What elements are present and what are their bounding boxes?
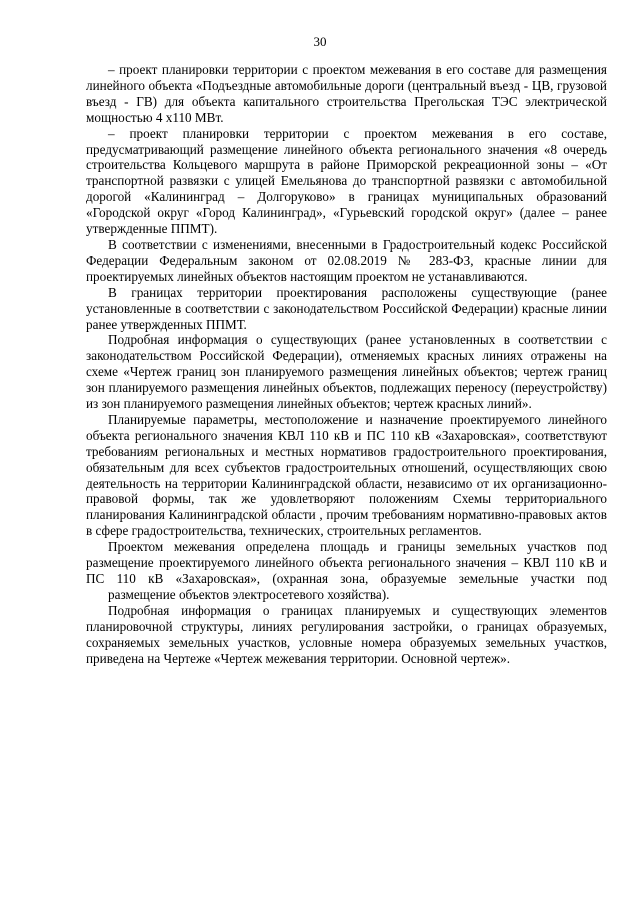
paragraph-planned-parameters: Планируемые параметры, местоположение и назначение проектируемого линейного объекта регионального значения КВЛ 110 кВ и ПС 110 кВ «Захаровская», соответствуют требованиям региональных и местных нормативов градостроительного проектирования, обязательным для всех субъектов градостроительных отношений, осуществляющих свою деятельность на территории Калининградской области, независимо от их организационно-правовой формы, так же удовлетворяют положениям Схемы территориального планирования Калининградской области , прочим требованиям нормативно-правовых актов в сфере градостроительства, технических, строительных регламентов.: [86, 411, 607, 539]
paragraph-land-survey: Проектом межевания определена площадь и границы земельных участков под размещение проектируемого линейного объекта регионального значения – КВЛ 110 кВ и ПС 110 кВ «Захаровская», (охранная зона, образуемые земельные участки под: [86, 539, 607, 586]
page-number: 30: [313, 34, 327, 49]
paragraph-red-lines-info: Подробная информация о существующих (ранее установленных в соответствии с законодательством Российской Федерации), отменяемых красных линиях отражены на схеме «Чертеж границ зон планируемого размещения линейных объектов; чертеж границ зон планируемого размещения линейных объектов, подлежащих переносу (переустройству) из зон планируемого размещения линейных объектов; чертеж красных линий».: [86, 332, 607, 412]
document-body: [86, 62, 607, 666]
paragraph-planning-structure: Подробная информация о границах планируемых и существующих элементов планировочной структуры, линиях регулирования застройки, о границах образуемых, сохраняемых земельных участков, условные номера образуемых земельных участков, приведена на Чертеже «Чертеж межевания территории. Основной чертеж».: [86, 602, 607, 666]
paragraph-existing-red-lines: В границах территории проектирования расположены существующие (ранее установленные в соответствии с законодательством Российской Федерации) красные линии ранее утвержденных ППМТ.: [86, 284, 607, 332]
paragraph-list-item-1: – проект планировки территории с проектом межевания в его составе для размещения линейного объекта «Подъездные автомобильные дороги (центральный въезд - ЦВ, грузовой въезд - ГВ) для объекта капитального строительства Прегольская ТЭС электрической мощностью 4 х110 МВт.: [86, 62, 607, 125]
paragraph-list-item-2: – проект планировки территории с проектом межевания в его составе, предусматривающий размещение линейного объекта регионального значения «8 очередь строительства Кольцевого маршрута в районе Приморской рекреационной зоны – «От транспортной развязки с улицей Емельянова до транспортной развязки с автомобильной дорогой «Калининград – Долгоруково» в границах муниципальных образований «Городской округ «Город Калининград», «Гурьевский городской округ» (далее – ранее утвержденные ППМТ).: [86, 125, 607, 237]
paragraph-land-survey-continued: размещение объектов электросетевого хозяйства).: [108, 586, 390, 602]
paragraph-red-lines-law: В соответствии с изменениями, внесенными в Градостроительный кодекс Российской Федерации Федеральным законом от 02.08.2019 № 283-ФЗ, красные линии для проектируемых линейных объектов настоящим проектом не устанавливаются.: [86, 236, 607, 284]
